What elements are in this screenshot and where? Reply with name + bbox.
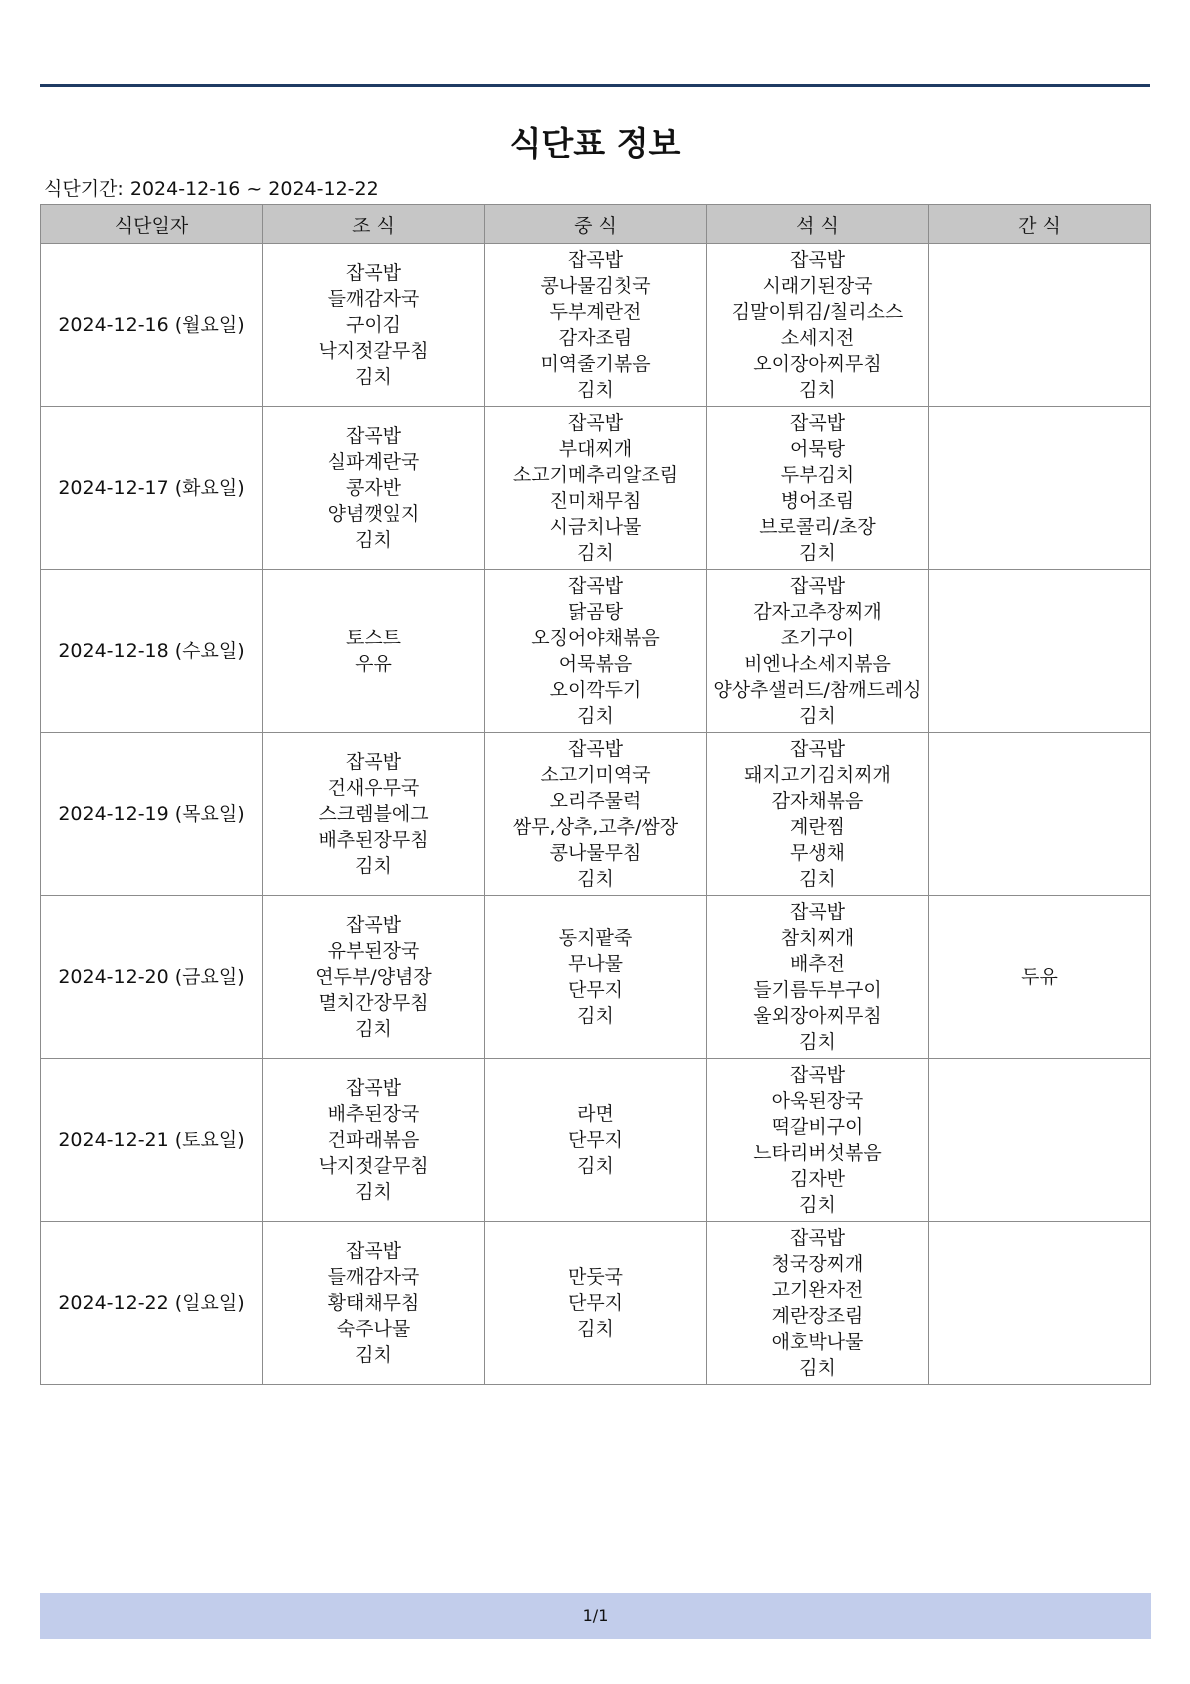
menu-item: 잡곡밥 <box>567 575 624 597</box>
meal-cell-snack <box>929 244 1151 407</box>
meal-date: 2024-12-22 (일요일) <box>41 1222 263 1385</box>
menu-item: 잡곡밥 <box>345 914 402 936</box>
menu-item: 유부된장국 <box>327 940 420 962</box>
menu-item: 잡곡밥 <box>789 1064 846 1086</box>
top-divider <box>40 84 1150 87</box>
menu-item: 김치 <box>577 1155 614 1177</box>
menu-item: 잡곡밥 <box>789 412 846 434</box>
menu-item: 양념깻잎지 <box>327 503 420 525</box>
menu-item: 단무지 <box>567 979 624 1001</box>
menu-item: 김치 <box>577 379 614 401</box>
meal-cell-lunch <box>485 244 707 407</box>
menu-item: 김치 <box>577 1005 614 1027</box>
menu-item: 잡곡밥 <box>789 249 846 271</box>
menu-item: 김치 <box>799 379 836 401</box>
menu-item: 느타리버섯볶음 <box>753 1142 882 1164</box>
meal-cell-breakfast <box>263 570 485 733</box>
menu-item: 김치 <box>799 542 836 564</box>
menu-item: 부대찌개 <box>558 438 633 460</box>
menu-item: 오이장아찌무침 <box>753 353 882 375</box>
menu-item: 잡곡밥 <box>345 751 402 773</box>
header-lunch: 중 식 <box>485 205 707 244</box>
table-header-row <box>41 205 1151 244</box>
meal-cell-breakfast <box>263 733 485 896</box>
menu-item: 김치 <box>577 542 614 564</box>
menu-item: 참치찌개 <box>780 927 855 949</box>
menu-item: 감자조림 <box>558 327 633 349</box>
menu-item: 애호박나물 <box>771 1331 864 1353</box>
header-snack: 간 식 <box>929 205 1151 244</box>
menu-item: 고기완자전 <box>771 1279 864 1301</box>
menu-item: 라면 <box>577 1103 614 1125</box>
page-number: 1/1 <box>582 1606 609 1625</box>
menu-item: 오리주물럭 <box>549 790 642 812</box>
meal-cell-snack <box>929 407 1151 570</box>
meal-date: 2024-12-20 (금요일) <box>41 896 263 1059</box>
menu-item: 청국장찌개 <box>771 1253 864 1275</box>
menu-item: 잡곡밥 <box>789 575 846 597</box>
meal-cell-snack <box>929 896 1151 1059</box>
menu-item: 잡곡밥 <box>345 1240 402 1262</box>
menu-item: 무생채 <box>789 842 846 864</box>
menu-item: 시래기된장국 <box>762 275 873 297</box>
menu-item: 두부계란전 <box>549 301 642 323</box>
table-row <box>41 1222 1151 1385</box>
menu-item: 토스트 <box>345 627 402 649</box>
meal-cell-breakfast <box>263 244 485 407</box>
menu-item: 김말이튀김/칠리소스 <box>731 301 904 323</box>
menu-item: 들깨감자국 <box>327 1266 420 1288</box>
menu-item: 오이깍두기 <box>549 679 642 701</box>
menu-item: 어묵볶음 <box>558 653 633 675</box>
menu-item: 단무지 <box>567 1292 624 1314</box>
menu-item: 건파래볶음 <box>327 1129 420 1151</box>
menu-item: 잡곡밥 <box>789 901 846 923</box>
menu-item: 잡곡밥 <box>567 249 624 271</box>
menu-item: 무나물 <box>567 953 624 975</box>
menu-item: 감자고추장찌개 <box>753 601 882 623</box>
menu-item: 잡곡밥 <box>345 1077 402 1099</box>
meal-cell-breakfast <box>263 1059 485 1222</box>
table-row <box>41 896 1151 1059</box>
menu-item: 돼지고기김치찌개 <box>744 764 891 786</box>
meal-cell-snack <box>929 570 1151 733</box>
menu-item: 배추전 <box>789 953 846 975</box>
menu-item: 김치 <box>799 1194 836 1216</box>
menu-item: 배추된장무침 <box>318 829 429 851</box>
meal-cell-dinner <box>707 407 929 570</box>
meal-cell-breakfast <box>263 407 485 570</box>
header-dinner: 석 식 <box>707 205 929 244</box>
page-title: 식단표 정보 <box>509 124 681 163</box>
meal-cell-dinner <box>707 1059 929 1222</box>
menu-item: 배추된장국 <box>327 1103 420 1125</box>
menu-item: 잡곡밥 <box>567 412 624 434</box>
menu-item: 김치 <box>799 868 836 890</box>
meal-cell-dinner <box>707 244 929 407</box>
menu-item: 황태채무침 <box>327 1292 420 1314</box>
menu-item: 김치 <box>355 529 392 551</box>
menu-item: 동지팥죽 <box>558 927 633 949</box>
menu-item: 두부김치 <box>780 464 855 486</box>
menu-item: 양상추샐러드/참깨드레싱 <box>713 679 922 701</box>
meal-cell-lunch <box>485 407 707 570</box>
menu-item: 들기름두부구이 <box>753 979 882 1001</box>
meal-cell-snack <box>929 1059 1151 1222</box>
menu-item: 쌈무,상추,고추/쌈장 <box>512 816 679 838</box>
meal-cell-dinner <box>707 570 929 733</box>
menu-item: 김치 <box>577 705 614 727</box>
menu-item: 어묵탕 <box>789 438 846 460</box>
menu-item: 연두부/양념장 <box>315 966 432 988</box>
header-breakfast: 조 식 <box>263 205 485 244</box>
menu-item: 닭곰탕 <box>567 601 624 623</box>
footer-bar <box>40 1593 1151 1639</box>
menu-item: 진미채무침 <box>549 490 642 512</box>
menu-item: 콩자반 <box>345 477 402 499</box>
menu-item: 미역줄기볶음 <box>540 353 651 375</box>
menu-item: 낙지젓갈무침 <box>318 340 429 362</box>
menu-item: 숙주나물 <box>336 1318 411 1340</box>
menu-item: 잡곡밥 <box>567 738 624 760</box>
menu-item: 멸치간장무침 <box>318 992 429 1014</box>
menu-item: 소세지전 <box>780 327 855 349</box>
menu-item: 브로콜리/초장 <box>759 516 876 538</box>
menu-item: 김치 <box>577 868 614 890</box>
meal-cell-dinner <box>707 896 929 1059</box>
meal-date: 2024-12-17 (화요일) <box>41 407 263 570</box>
menu-item: 시금치나물 <box>549 516 642 538</box>
meal-cell-breakfast <box>263 896 485 1059</box>
table-row <box>41 570 1151 733</box>
menu-item: 우유 <box>355 653 392 675</box>
menu-item: 계란장조림 <box>771 1305 864 1327</box>
meal-date: 2024-12-16 (월요일) <box>41 244 263 407</box>
menu-item: 잡곡밥 <box>789 1227 846 1249</box>
meal-cell-lunch <box>485 1059 707 1222</box>
meal-period: 식단기간: 2024-12-16 ~ 2024-12-22 <box>44 178 379 200</box>
menu-item: 김치 <box>355 855 392 877</box>
menu-item: 김자반 <box>789 1168 846 1190</box>
meal-cell-dinner <box>707 1222 929 1385</box>
menu-item: 들깨감자국 <box>327 288 420 310</box>
meal-date: 2024-12-19 (목요일) <box>41 733 263 896</box>
table-body <box>41 244 1151 1385</box>
table-row <box>41 733 1151 896</box>
menu-item: 아욱된장국 <box>771 1090 864 1112</box>
menu-item: 건새우무국 <box>327 777 420 799</box>
menu-item: 비엔나소세지볶음 <box>744 653 891 675</box>
menu-item: 감자채볶음 <box>771 790 864 812</box>
menu-item: 병어조림 <box>780 490 855 512</box>
menu-item: 두유 <box>1021 966 1058 988</box>
menu-item: 오징어야채볶음 <box>531 627 660 649</box>
menu-item: 실파계란국 <box>327 451 420 473</box>
meal-cell-breakfast <box>263 1222 485 1385</box>
menu-item: 김치 <box>799 1031 836 1053</box>
menu-item: 잡곡밥 <box>345 262 402 284</box>
menu-item: 김치 <box>355 1344 392 1366</box>
menu-item: 구이김 <box>345 314 402 336</box>
table-row <box>41 1059 1151 1222</box>
meal-cell-lunch <box>485 896 707 1059</box>
menu-item: 울외장아찌무침 <box>753 1005 882 1027</box>
menu-item: 소고기미역국 <box>540 764 651 786</box>
menu-item: 김치 <box>355 1181 392 1203</box>
menu-item: 콩나물김칫국 <box>540 275 651 297</box>
meal-cell-snack <box>929 1222 1151 1385</box>
menu-item: 김치 <box>355 1018 392 1040</box>
table-row <box>41 244 1151 407</box>
header-date: 식단일자 <box>41 205 263 244</box>
menu-item: 조기구이 <box>780 627 855 649</box>
menu-item: 낙지젓갈무침 <box>318 1155 429 1177</box>
meal-table <box>40 204 1151 1385</box>
menu-item: 만둣국 <box>567 1266 624 1288</box>
menu-item: 단무지 <box>567 1129 624 1151</box>
meal-date: 2024-12-21 (토요일) <box>41 1059 263 1222</box>
meal-cell-snack <box>929 733 1151 896</box>
menu-item: 잡곡밥 <box>789 738 846 760</box>
menu-item: 콩나물무침 <box>549 842 642 864</box>
menu-item: 소고기메추리알조림 <box>512 464 679 486</box>
meal-cell-lunch <box>485 570 707 733</box>
menu-item: 계란찜 <box>789 816 846 838</box>
meal-date: 2024-12-18 (수요일) <box>41 570 263 733</box>
meal-cell-dinner <box>707 733 929 896</box>
menu-item: 김치 <box>577 1318 614 1340</box>
menu-item: 김치 <box>799 1357 836 1379</box>
table-row <box>41 407 1151 570</box>
menu-item: 스크렘블에그 <box>318 803 429 825</box>
menu-item: 잡곡밥 <box>345 425 402 447</box>
menu-item: 떡갈비구이 <box>771 1116 864 1138</box>
menu-item: 김치 <box>799 705 836 727</box>
menu-item: 김치 <box>355 366 392 388</box>
meal-cell-lunch <box>485 1222 707 1385</box>
meal-cell-lunch <box>485 733 707 896</box>
